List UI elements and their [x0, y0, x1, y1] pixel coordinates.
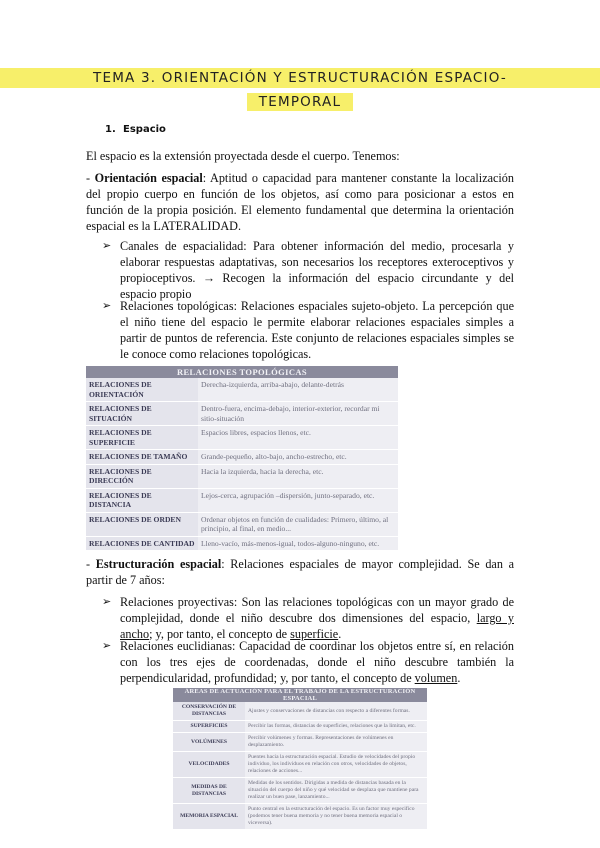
underlined-term: volumen	[414, 671, 458, 685]
row-label: RELACIONES DE DIRECCIÓN	[86, 464, 198, 488]
bullet-arrow-icon: ➢	[102, 299, 112, 312]
table-row	[86, 464, 398, 488]
row-label: RELACIONES DE TAMAÑO	[86, 450, 198, 465]
table-row	[86, 402, 398, 426]
row-label: VOLÚMENES	[173, 733, 245, 752]
bullet-euclidianas	[100, 638, 514, 686]
table-row	[173, 721, 427, 733]
row-value: Espacios libres, espacios llenos, etc.	[198, 426, 398, 450]
table-header: ÁREAS DE ACTUACIÓN PARA EL TRABAJO DE LA ESTRUCTURACIÓN ESPACIAL	[173, 688, 427, 702]
orientacion-prefix: -	[86, 171, 95, 185]
section-label: Espacio	[123, 124, 166, 135]
page-title-line-1: TEMA 3. ORIENTACIÓN Y ESTRUCTURACIÓN ESPACIO-	[93, 70, 507, 86]
page-title-line-2-wrap	[0, 93, 600, 111]
row-value: Ajustes y conservaciones de distancias con respecto a diferentes formas.	[245, 702, 427, 721]
bullet-canales	[100, 238, 514, 302]
estructuracion-prefix: -	[86, 557, 96, 571]
estructuracion-text: : Relaciones espaciales de mayor complejidad. Se dan a partir de 7 años:	[86, 557, 514, 587]
row-value: Ordenar objetos en función de cualidades: Primero, último, al principio, al final, en medio...	[198, 512, 398, 536]
bullet-text-before: Relaciones euclidianas: Capacidad de coordinar los objetos entre sí, en relación con los tres ejes de coordenadas, donde el niño descubre también la perpendicularidad, profundidad; y, por tanto, el concepto de	[120, 639, 514, 685]
orientacion-term: Orientación espacial	[94, 171, 203, 185]
row-value: Lleno-vacío, más-menos-igual, todos-alguno-ninguno, etc.	[198, 536, 398, 551]
bullet-proyectivas	[100, 594, 514, 642]
bullet-arrow-icon: ➢	[102, 639, 112, 652]
page-title-line-2: TEMPORAL	[247, 93, 353, 111]
bullet-text: Relaciones topológicas: Relaciones espaciales sujeto-objeto. La percepción que el niño tiene del espacio le permite elaborar relaciones espaciales simples a partir de puntos de referencia. Este conjunto de relaciones espaciales simples se le conoce como relaciones topológicas.	[120, 299, 514, 361]
bullet-text-after: .	[338, 627, 342, 641]
table-row	[86, 426, 398, 450]
row-label: RELACIONES DE ORIENTACIÓN	[86, 378, 198, 402]
table-row	[86, 378, 398, 402]
bullet-arrow-icon: ➢	[102, 595, 112, 608]
row-value: Percibir volúmenes y formas. Representaciones de volúmenes en desplazamiento.	[245, 733, 427, 752]
row-value: Medidas de los sentidos. Dirigidas a medida de distancias basada en la situación del cuerpo del niño y qué velocidad se desplaza que mantiene para realizar un buen pase, lanzamiento...	[245, 778, 427, 804]
estructuracion-term: Estructuración espacial	[95, 557, 222, 571]
table-row	[173, 733, 427, 752]
relaciones-topologicas-table	[86, 366, 398, 551]
row-label: SUPERFICIES	[173, 721, 245, 733]
bullet-text: Canales de espacialidad: Para obtener información del medio, procesarla y elaborar respuestas adaptativas, son necesarios los receptores exteroceptivos y propioceptivos. → Recogen la información del espacio circundante y del espacio propio	[120, 239, 514, 301]
row-label: RELACIONES DE SITUACIÓN	[86, 402, 198, 426]
table-row	[173, 752, 427, 778]
row-label: CONSERVACIÓN DE DISTANCIAS	[173, 702, 245, 721]
bullet-text-before: Relaciones proyectivas: Son las relaciones topológicas con un mayor grado de complejidad, donde el niño descubre dos dimensiones del espacio,	[120, 595, 514, 625]
row-label: MEMORIA ESPACIAL	[173, 804, 245, 830]
section-heading	[105, 124, 166, 135]
table-row	[86, 512, 398, 536]
table-row	[173, 702, 427, 721]
table-row	[86, 488, 398, 512]
row-value: Derecha-izquierda, arriba-abajo, delante-detrás	[198, 378, 398, 402]
estructuracion-paragraph	[86, 556, 514, 588]
underlined-term: largo y ancho	[120, 611, 514, 641]
row-value: Lejos-cerca, agrupación –dispersión, junto-separado, etc.	[198, 488, 398, 512]
intro-paragraph: El espacio es la extensión proyectada desde el cuerpo. Tenemos:	[86, 149, 400, 163]
bullet-text-after: .	[457, 671, 461, 685]
bullet-topologicas	[100, 298, 514, 362]
table-header: RELACIONES TOPOLÓGICAS	[86, 366, 398, 378]
row-label: RELACIONES DE DISTANCIA	[86, 488, 198, 512]
table-row	[173, 804, 427, 830]
row-label: MEDIDAS DE DISTANCIAS	[173, 778, 245, 804]
table-row	[173, 778, 427, 804]
bullet-arrow-icon: ➢	[102, 239, 112, 252]
table-row	[86, 536, 398, 551]
orientacion-paragraph	[86, 170, 514, 234]
row-value: Puentes hacia la estructuración espacial. Estudio de velocidades del propio individuo, los individuos en relación con otros, velocidades de objetos, relaciones de acciones...	[245, 752, 427, 778]
row-value: Dentro-fuera, encima-debajo, interior-exterior, recordar mi sitio-situación	[198, 402, 398, 426]
row-value: Hacia la izquierda, hacia la derecha, etc.	[198, 464, 398, 488]
orientacion-text: : Aptitud o capacidad para mantener constante la localización del propio cuerpo en función de los objetos, así como para posicionar a estos en función de la propia posición. El elemento fundamental que determina la orientación espacial es la LATERALIDAD.	[86, 171, 514, 233]
row-value: Percibir las formas, distancias de superficies, relaciones que la limitan, etc.	[245, 721, 427, 733]
row-value: Punto central en la estructuración del espacio. Es un factor muy especifico (podemos tener buena memoria y no tener buena memoria espacial o viceversa).	[245, 804, 427, 830]
row-label: RELACIONES DE ORDEN	[86, 512, 198, 536]
estructuracion-espacial-table	[173, 688, 427, 830]
row-label: VELOCIDADES	[173, 752, 245, 778]
bullet-text-mid: ; y, por tanto, el concepto de	[149, 627, 291, 641]
row-label: RELACIONES DE CANTIDAD	[86, 536, 198, 551]
underlined-term: superficie	[290, 627, 339, 641]
table-row	[86, 450, 398, 465]
section-number: 1.	[105, 124, 116, 135]
row-value: Grande-pequeño, alto-bajo, ancho-estrecho, etc.	[198, 450, 398, 465]
row-label: RELACIONES DE SUPERFICIE	[86, 426, 198, 450]
